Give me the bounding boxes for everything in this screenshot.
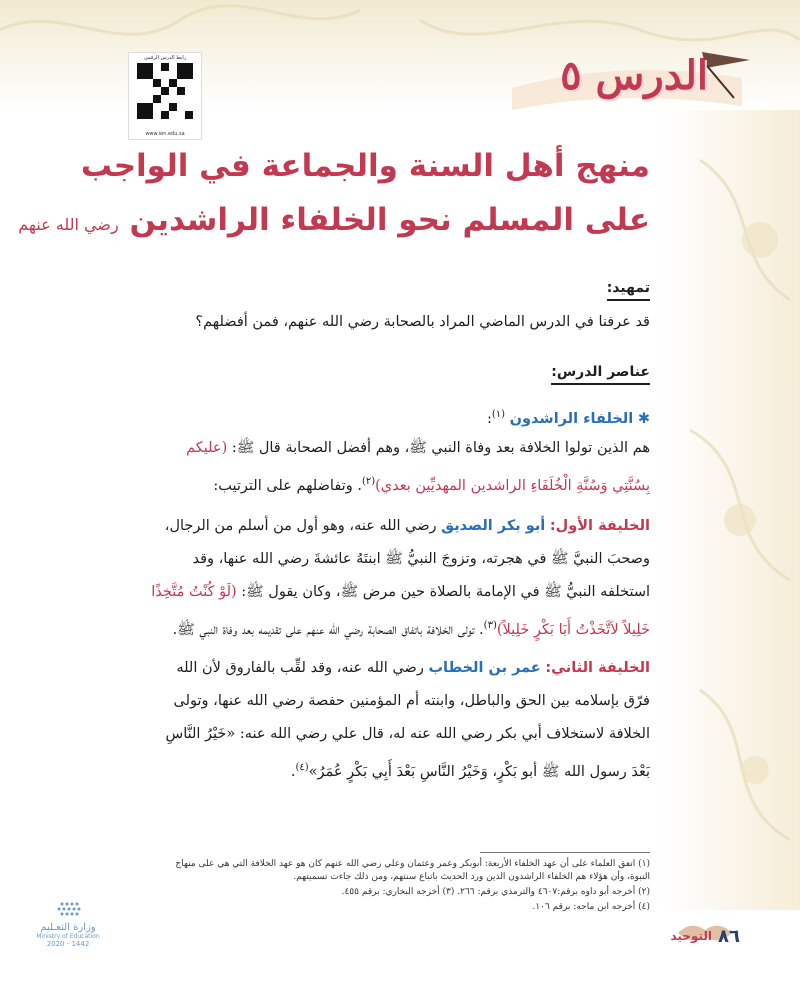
first-caliph-name: أبو بكر الصديق bbox=[441, 518, 546, 534]
ministry-english: Ministry of Education bbox=[36, 933, 100, 940]
star-bullet-icon: ✱ bbox=[637, 410, 650, 427]
qr-code-icon bbox=[137, 63, 193, 119]
ministry-year: 2020 - 1442 bbox=[46, 940, 90, 948]
intro-text: قد عرفنا في الدرس الماضي المراد بالصحابة رضي الله عنهم، فمن أفضلهم؟ bbox=[195, 314, 650, 330]
first-caliph-paragraph bbox=[148, 510, 650, 647]
second-caliph-label: الخليفة الثاني: bbox=[545, 660, 650, 676]
first-caliph-hadith: (لَوْ كُنْتُ مُتَّخِذًا خَلِيلاً لاَتَّخَذْتُ أَبَا بَكْرٍ خَلِيلاً) bbox=[151, 584, 650, 638]
honorific-calligraphy: رضي الله عنهم bbox=[18, 215, 119, 234]
qr-url: www.ien.edu.sa bbox=[145, 131, 185, 137]
ministry-name: وزارة التعـليم bbox=[40, 922, 96, 933]
footnote-1: (١) اتفق العلماء على أن عهد الخلفاء الأربعة: أبوبكر وعمر وعثمان وعلي رضي الله عنهم كان هو عهد الخلافة التي هي على منهاج النبوة، وأن هؤلاء هم الخلفاء الراشدون الذين ورد الحديث باتباع سنتهم، ومن ذلك جاءت تسميتهم. bbox=[175, 859, 650, 882]
lesson-title-line2-text: على المسلم نحو الخلفاء الراشدين bbox=[129, 202, 650, 238]
qr-title: رابط الدرس الرقمي bbox=[143, 55, 187, 61]
footnote-divider bbox=[480, 852, 650, 853]
subheading-colon: : bbox=[486, 410, 492, 427]
second-caliph-paragraph bbox=[148, 652, 650, 789]
hadith-quote: (عليكم بِسُنَّتِي وَسُنَّةِ الْخُلَفَاءِ الراشدين المهديِّين بعدي) bbox=[186, 440, 650, 494]
footnote-2-3: (٢) أخرجه أبو داوه برقم:٤٦٠٧ والترمذي برقم: ٢٦٦. (٣) أخرجه البخاري: برقم ٤٥٥. bbox=[341, 887, 650, 897]
footnote-ref-4: (٤) bbox=[295, 762, 309, 773]
footnote-ref-1: (١) bbox=[491, 409, 506, 420]
subheading-line bbox=[148, 398, 650, 436]
lesson-number-label: الدرس ٥ bbox=[560, 52, 708, 99]
page-number: ٨٦ bbox=[718, 926, 740, 947]
second-caliph-name: عمر بن الخطاب bbox=[428, 660, 541, 676]
book-title: التوحيد bbox=[670, 929, 712, 943]
first-caliph-label: الخليفة الأول: bbox=[549, 518, 650, 534]
lesson-title-line2 bbox=[18, 202, 650, 238]
ministry-logo bbox=[28, 900, 108, 960]
caliphs-text-2: . وتفاضلهم على الترتيب: bbox=[213, 477, 362, 494]
first-caliph-text-1: رضي الله عنه، وهو أول من أسلم من الرجال، وصحبَ النبيَّ ﷺ في هجرته، وتزوجَ النبيُّ ﷺ ابنتَهُ عائشةَ رضي الله عنها، وقد استخلفه النبيُّ ﷺ في الإمامة بالصلاة حين مرض ﷺ، وكان يقول ﷺ: bbox=[164, 518, 650, 600]
footnote-4: (٤) أخرجه ابن ماجه: برقم ١٠٦. bbox=[532, 902, 650, 912]
second-caliph-end: . bbox=[290, 763, 296, 780]
ministry-dots-icon bbox=[38, 900, 98, 920]
first-caliph-text-2: . تولى الخلافة باتفاق الصحابة رضي الله عنهم على تقديمه بعد وفاة النبي ﷺ. bbox=[172, 621, 484, 638]
caliphs-paragraph bbox=[148, 432, 650, 503]
second-caliph-text: رضي الله عنه، وقد لقِّب بالفاروق لأن الله فرّق بإسلامه بين الحق والباطل، وابنته أم المؤمنين حفصة رضي الله عنها، وتولى الخلافة لاستخلاف أبي بكر رضي الله عنه له، قال علي رضي الله عنه: «خَيْرُ النَّاسِ بَعْدَ رسول الله ﷺ أبو بَكْرٍ، وَخَيْرُ النَّاسِ بَعْدَ أَبِي بَكْرٍ عُمَرُ» bbox=[165, 660, 650, 780]
rightly-guided-caliphs-heading: الخلفاء الراشدون bbox=[509, 410, 634, 427]
caliphs-text-1: هم الذين تولوا الخلافة بعد وفاة النبي ﷺ، وهم أفضل الصحابة قال ﷺ: bbox=[227, 440, 650, 456]
lesson-title-line1: منهج أهل السنة والجماعة في الواجب bbox=[80, 148, 650, 184]
intro-heading: تمهيد: bbox=[607, 280, 650, 301]
footnote-ref-3: (٣) bbox=[483, 620, 497, 631]
footnote-ref-2: (٢) bbox=[361, 476, 376, 487]
digital-lesson-qr[interactable] bbox=[128, 52, 202, 140]
elements-heading: عناصر الدرس: bbox=[551, 364, 650, 385]
